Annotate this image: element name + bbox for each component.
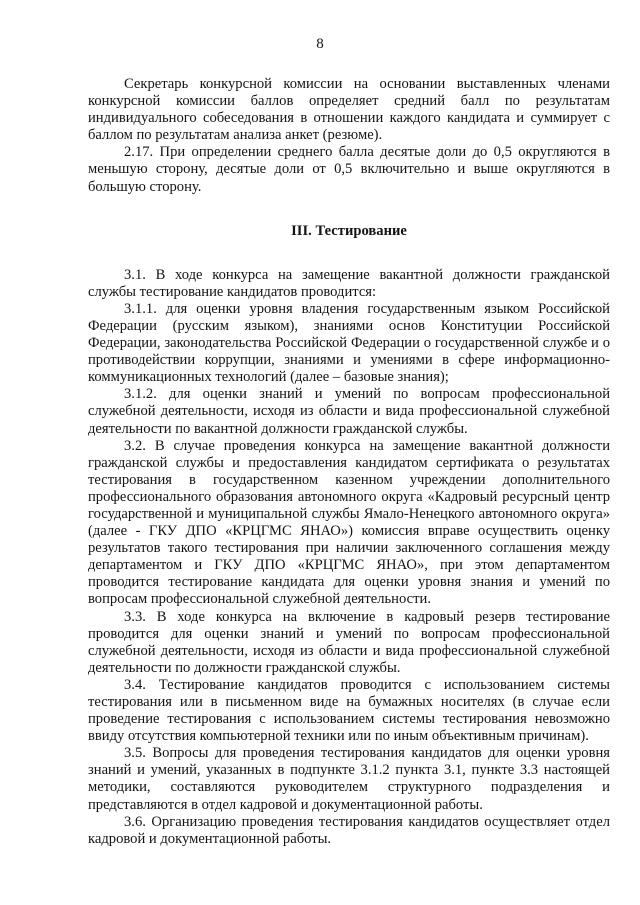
paragraph-2-17: 2.17. При определении среднего балла десятые доли до 0,5 округляются в меньшую сторону, десятые доли от 0,5 включительно и выше округляются в большую сторону. [88,144,610,195]
paragraph-3-1-1: 3.1.1. для оценки уровня владения государственным языком Российской Федерации (русским языком), знаниями основ Конституции Российской Федерации, законодательства Российской Федерации о государственной службе и о противодействии коррупции, знаниями и умениями в сфере информационно-коммуникационных технологий (далее – базовые знания); [88,300,610,386]
paragraph-3-5: 3.5. Вопросы для проведения тестирования кандидатов для оценки уровня знаний и умений, указанных в подпункте 3.1.2 пункта 3.1, пункте 3.3 настоящей методики, составляются руководителем структурного подразделения и представляются в отдел кадровой и документационной работы. [88,745,610,813]
paragraph-secretary-scores: Секретарь конкурсной комиссии на основании выставленных членами конкурсной комиссии баллов определяет средний балл по результатам индивидуального собеседования в отношении каждого кандидата и суммирует с баллом по результатам анализа анкет (резюме). [88,76,610,144]
section-heading: III. Тестирование [291,222,407,239]
paragraph-3-1-2: 3.1.2. для оценки знаний и умений по вопросам профессиональной служебной деятельности, исходя из области и вида профессиональной служебной деятельности по вакантной должности гражданской службы. [88,386,610,437]
page-number: 8 [316,36,324,52]
paragraph-3-2: 3.2. В случае проведения конкурса на замещение вакантной должности гражданской службы и предоставления кандидатом сертификата о результатах тестирования в государственном казенном учреждении дополнительного профессионального образования автономного округа «Кадровый ресурсный центр государственной и муниципальной службы Ямало-Ненецкого автономного округа» (далее - ГКУ ДПО «КРЦГМС ЯНАО») комиссия вправе осуществить оценку результатов такого тестирования при наличии заключенного соглашения между департаментом и ГКУ ДПО «КРЦГМС ЯНАО», при этом департаментом проводится тестирование кандидата для оценки уровня знания и умений по вопросам профессиональной служебной деятельности. [88,437,610,608]
paragraph-3-3: 3.3. В ходе конкурса на включение в кадровый резерв тестирование проводится для оценки знаний и умений по вопросам профессиональной служебной деятельности, исходя из области и вида профессиональной служебной деятельности по должности гражданской службы. [88,608,610,676]
paragraph-3-4: 3.4. Тестирование кандидатов проводится с использованием системы тестирования или в письменном виде на бумажных носителях (в случае если проведение тестирования с использованием системы тестирования невозможно ввиду отсутствия компьютерной техники или по иным объективным причинам). [88,676,610,745]
document-body [88,76,610,848]
paragraph-3-6: 3.6. Организацию проведения тестирования кандидатов осуществляет отдел кадровой и документационной работы. [88,813,610,847]
paragraph-3-1: 3.1. В ходе конкурса на замещение вакантной должности гражданской службы тестирование кандидатов проводится: [88,266,610,300]
